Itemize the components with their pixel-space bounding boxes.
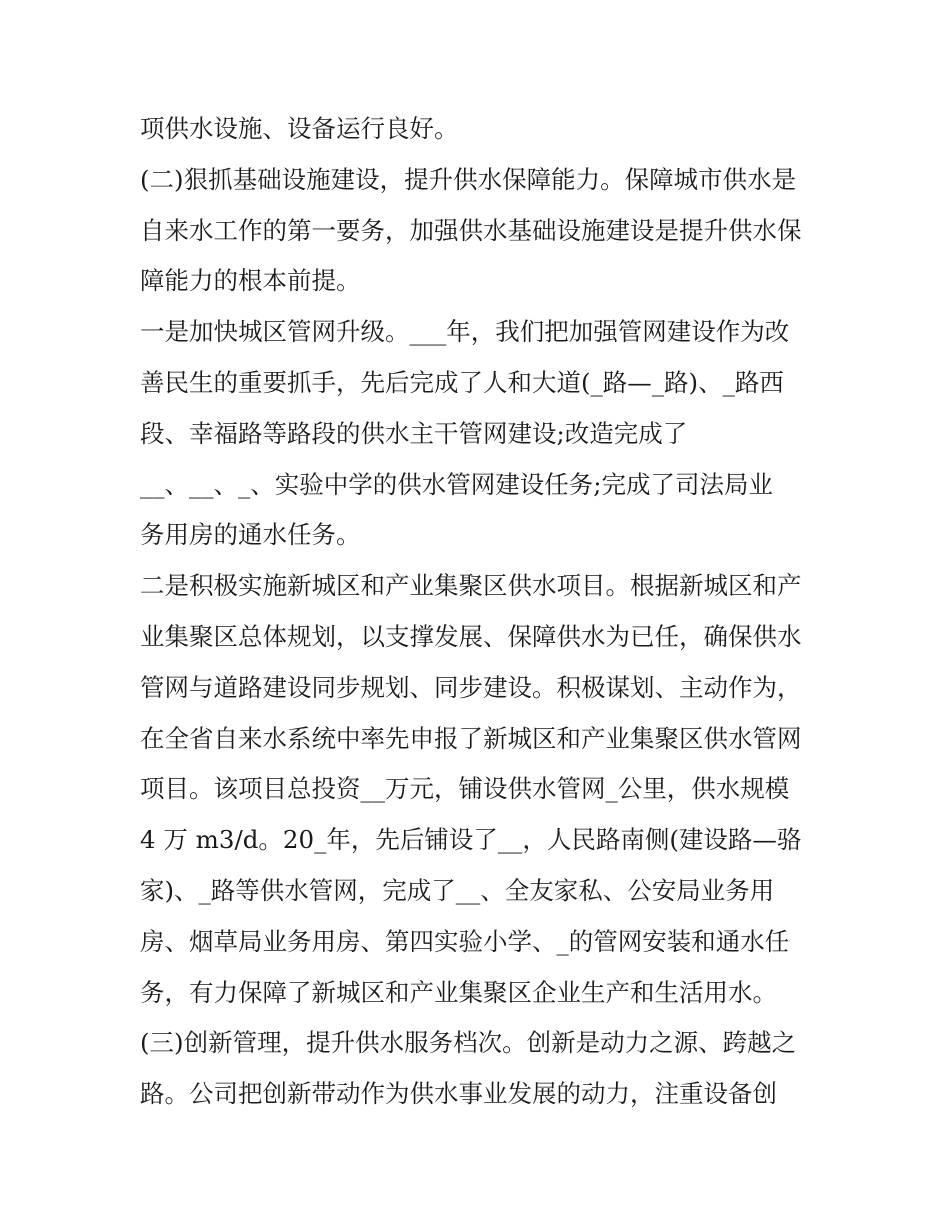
- text-line: 自来水工作的第一要务，加强供水基础设施建设是提升供水保: [140, 215, 802, 245]
- text-line: 段、幸福路等路段的供水主干管网建设;改造完成了: [140, 418, 688, 448]
- text-line: 管网与道路建设同步规划、同步建设。积极谋划、主动作为，: [140, 672, 802, 702]
- text-line: 房、烟草局业务用房、第四实验小学、_的管网安装和通水任: [140, 926, 790, 956]
- text-line: 项目。该项目总投资__万元，铺设供水管网_公里，供水规模: [140, 774, 790, 804]
- text-line: 务，有力保障了新城区和产业集聚区企业生产和生活用水。: [140, 977, 777, 1007]
- text-line: 二是积极实施新城区和产业集聚区供水项目。根据新城区和产: [140, 571, 802, 601]
- text-line: 在全省自来水系统中率先申报了新城区和产业集聚区供水管网: [140, 723, 802, 753]
- text-line: 4 万 m3/d。20_年，先后铺设了__，人民路南侧(建设路—骆: [140, 825, 802, 855]
- text-line: 家)、_路等供水管网，完成了__、全友家私、公安局业务用: [140, 875, 775, 905]
- text-line: 业集聚区总体规划，以支撑发展、保障供水为已任，确保供水: [140, 621, 802, 651]
- text-line: 路。公司把创新带动作为供水事业发展的动力，注重设备创: [140, 1079, 777, 1109]
- text-line: 一是加快城区管网升级。___年，我们把加强管网建设作为改: [140, 317, 790, 347]
- text-line: 障能力的根本前提。: [140, 266, 361, 296]
- text-line: (三)创新管理，提升供水服务档次。创新是动力之源、跨越之: [140, 1028, 797, 1058]
- text-line: 善民生的重要抓手，先后完成了人和大道(_路—_路)、_路西: [140, 367, 784, 397]
- body-text: [140, 104, 820, 1120]
- text-line: (二)狠抓基础设施建设，提升供水保障能力。保障城市供水是: [140, 164, 797, 194]
- text-line: 项供水设施、设备运行良好。: [140, 114, 459, 143]
- text-line: __、__、_、实验中学的供水管网建设任务;完成了司法局业: [140, 469, 774, 499]
- text-line: 务用房的通水任务。: [140, 520, 361, 550]
